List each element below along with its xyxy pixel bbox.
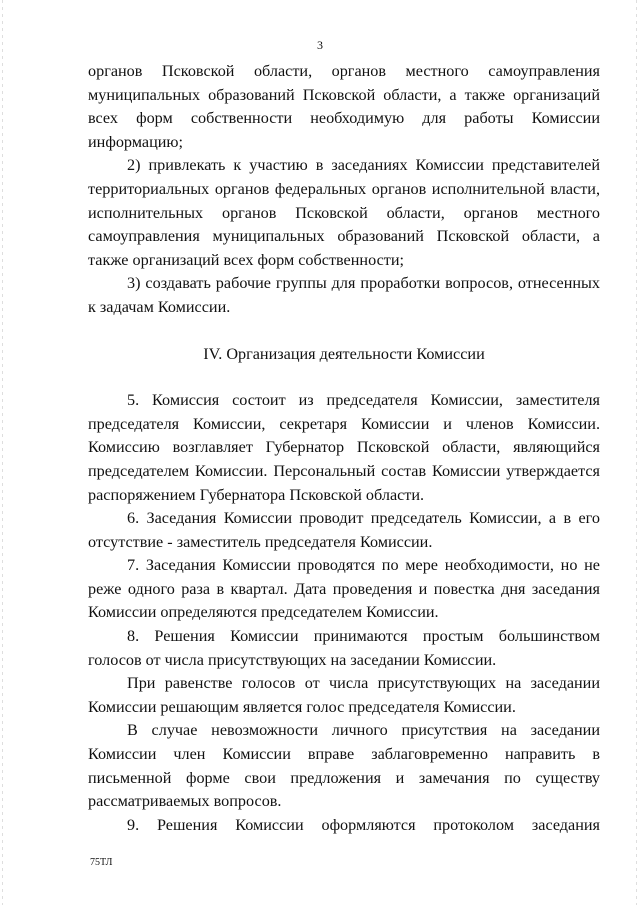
paragraph-clause-8: 8. Решения Комиссии принимаются простым большинством голосов от числа присутствующих на заседании Комиссии. (88, 627, 600, 669)
left-scan-edge (2, 0, 3, 905)
page-number: 3 (317, 38, 323, 52)
paragraph-absence: В случае невозможности личного присутствия на заседании Комиссии член Комиссии вправе заблаговременно направить в письменной форме свои предложения и замечания по существу рассматриваемых вопросов. (88, 721, 600, 811)
right-scan-edge (636, 0, 637, 905)
paragraph-clause-7: 7. Заседания Комиссии проводятся по мере необходимости, но не реже одного раза в квартал. Дата проведения и повестка дня заседания Комиссии определяются председателем Комиссии. (88, 556, 600, 622)
paragraph-item-2: 2) привлекать к участию в заседаниях Комиссии представителей территориальных органов федеральных органов исполнительной власти, исполнительных органов Псковской области, органов местного самоуправления муниципальных образований Псковской области, а также организаций всех форм собственности; (88, 156, 600, 269)
footer-code: 75ТЛ (90, 857, 113, 868)
paragraph-continuation: органов Псковской области, органов местного самоуправления муниципальных образований Псковской области, а также организаций всех форм собственности необходимую для работы Комиссии информацию; (88, 62, 600, 151)
section-heading: IV. Организация деятельности Комиссии (203, 344, 485, 363)
document-body (88, 60, 600, 837)
paragraph-clause-5: 5. Комиссия состоит из председателя Комиссии, заместителя председателя Комиссии, секретаря Комиссии и членов Комиссии. Комиссию возглавляет Губернатор Псковской области, являющийся председателем Комиссии. Персональный состав Комиссии утверждается распоряжением Губернатора Псковской области. (88, 391, 600, 504)
paragraph-tie-vote: При равенстве голосов от числа присутствующих на заседании Комиссии решающим является голос председателя Комиссии. (88, 674, 600, 716)
paragraph-clause-9: 9. Решения Комиссии оформляются протоколом заседания (127, 815, 600, 834)
paragraph-clause-6: 6. Заседания Комиссии проводит председатель Комиссии, а в его отсутствие - заместитель председателя Комиссии. (88, 509, 600, 551)
paragraph-item-3: 3) создавать рабочие группы для проработки вопросов, отнесенных к задачам Комиссии. (88, 274, 600, 316)
